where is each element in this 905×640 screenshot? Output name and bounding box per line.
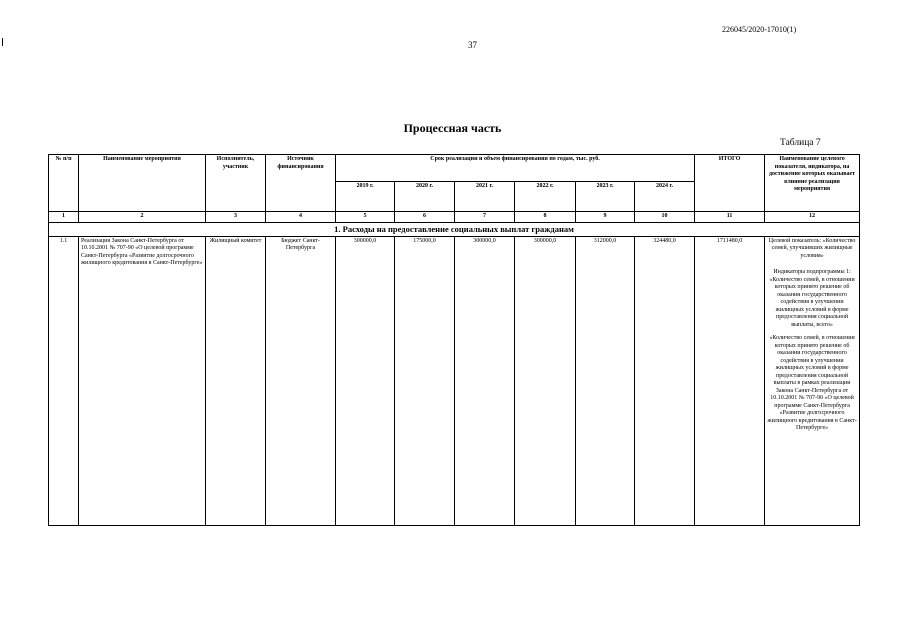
column-number: 6	[395, 212, 455, 223]
header-period: Срок реализации и объем финансирования по годам, тыс. руб.	[336, 155, 695, 182]
header-year: 2022 г.	[515, 182, 576, 212]
value-2021: 300000,0	[455, 236, 515, 525]
page-number: 37	[468, 40, 477, 50]
value-2020: 175000,0	[395, 236, 455, 525]
row-executor: Жилищный комитет	[206, 236, 266, 525]
header-year: 2020 г.	[395, 182, 455, 212]
indicator-target: Целевой показатель: «Количество семей, улучшивших жилищные условия»	[768, 237, 856, 259]
header-number: № п/п	[49, 155, 79, 212]
column-number: 7	[455, 212, 515, 223]
page-heading: Процессная часть	[403, 121, 502, 135]
header-year: 2021 г.	[455, 182, 515, 212]
process-table	[48, 154, 860, 526]
indicator-sub2: «Количество семей, в отношении которых принято решение об оказании государственного содействия в улучшении жилищных условий в форме предоставления социальной выплаты в рамках реализации Закона Санкт-Петербурга от 10.10.2001 № 707-90 «О целевой программе Санкт-Петербурга «Развитие долгосрочного жилищного кредитования в Санкт-Петербурге»	[767, 335, 857, 432]
header-year: 2023 г.	[576, 182, 635, 212]
header-year: 2024 г.	[635, 182, 695, 212]
indicator-sub: Индикаторы подпрограммы 1: «Количество семей, в отношении которых принято решение об оказании государственного содействия в улучшении жилищных условий в форме предоставления социальной выплаты, всего»	[769, 269, 855, 328]
value-2022: 300000,0	[515, 236, 576, 525]
column-number: 12	[765, 212, 860, 223]
column-number: 2	[79, 212, 206, 223]
column-number: 9	[576, 212, 635, 223]
section-title: 1. Расходы на предоставление социальных выплат гражданам	[49, 223, 860, 237]
header-year: 2019 г.	[336, 182, 395, 212]
header-source: Источник финансирования	[266, 155, 336, 212]
indicator-cell	[765, 236, 860, 525]
row-number: 1.1	[49, 236, 79, 525]
column-number: 11	[695, 212, 765, 223]
row-source: Бюджет Санкт-Петербурга	[266, 236, 336, 525]
value-total: 1711480,0	[695, 236, 765, 525]
header-total: ИТОГО	[695, 155, 765, 212]
value-2024: 324480,0	[635, 236, 695, 525]
column-number: 8	[515, 212, 576, 223]
document-id: 226045/2020-17010(1)	[722, 25, 797, 34]
header-name: Наименование мероприятия	[79, 155, 206, 212]
header-indicator: Наименование целевого показателя, индикатора, на достижение которых оказывает влияние реализация мероприятия	[765, 155, 860, 212]
row-name: Реализация Закона Санкт-Петербурга от 10.10.2001 № 707-90 «О целевой программе Санкт-Петербурга «Развитие долгосрочного жилищного кредитования в Санкт-Петербурге»	[79, 236, 206, 525]
column-number: 5	[336, 212, 395, 223]
header-executor: Исполнитель, участник	[206, 155, 266, 212]
value-2023: 312000,0	[576, 236, 635, 525]
column-number: 4	[266, 212, 336, 223]
margin-mark	[2, 38, 3, 46]
column-number: 3	[206, 212, 266, 223]
column-number: 1	[49, 212, 79, 223]
column-number: 10	[635, 212, 695, 223]
value-2019: 300000,0	[336, 236, 395, 525]
table-label: Таблица 7	[780, 138, 821, 148]
